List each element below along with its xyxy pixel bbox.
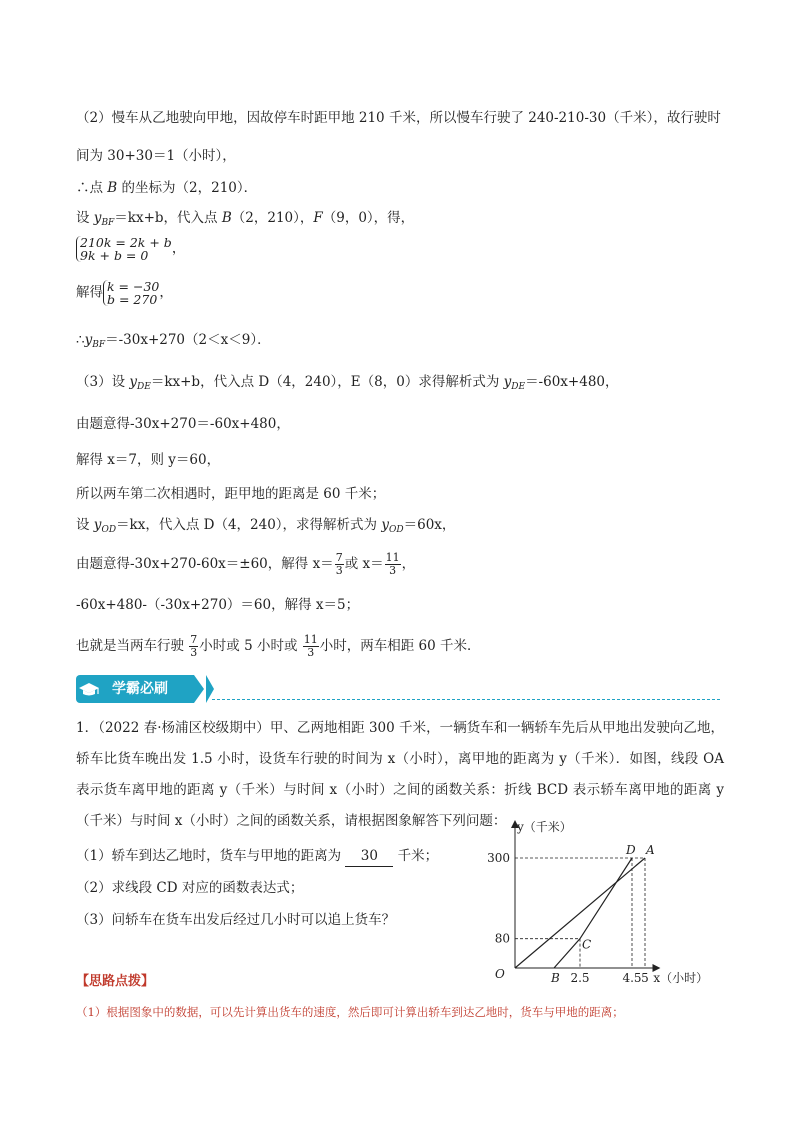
equation-system-1: 210k = 2k + b 9k + b = 0 ， [76,236,185,262]
solution-3-line-3: 解得 x＝7，则 y＝60， [76,452,221,468]
solution-3-line-7: -60x+480-（-30x+270）＝60，解得 x＝5； [76,597,360,613]
banner-arrow [194,675,204,703]
y-tick-80: 80 [494,931,510,946]
banner-label: 学霸必刷 [102,675,194,703]
point-A-label: A [646,842,655,857]
solution-3-line-2: 由题意得-30x+270＝-60x+480， [76,416,290,432]
x-tick-2_5: 2.5 [570,971,590,985]
solution-3-line-5: 设 $y_{OD}=kx$，代入点 D（4，240），求得解析式为 $y_{OD}=60x$， [76,517,456,535]
solution-2-line-2: 间为 30+30＝1（小时）， [76,148,236,164]
series-BCD [554,858,632,968]
solution-3-conclusion: 也就是当两车行驶 $\frac{7}{3}$ 小时或 5 小时或 $\frac{11}{3}$ 小时，两车相距 60 千米． [76,633,481,659]
point-C-label: C [582,937,592,952]
y-bf-result: $\therefore y_{BF}=-30x+270(2<x<9)$． [76,332,271,350]
question-1-part-2: （2）求线段 CD 对应的函数表达式； [76,880,304,896]
x-tick-5: 5 [641,971,649,985]
solution-3-line-4: 所以两车第二次相遇时，距甲地的距离是 60 千米； [76,486,386,502]
section-divider [212,699,720,700]
point-b-coordinates: ∴点 B 的坐标为（2，210）． [76,180,258,196]
point-D-label: D [626,842,636,857]
distance-time-graph [487,815,720,985]
origin-label: O [495,967,505,981]
set-y-bf: 设 $y_{BF}=kx+b$，代入点 B（2，210），F（9，0），得， [76,210,415,228]
graduation-cap-icon [76,675,102,703]
solution-3-line-1: （3）设 $y_{DE}=kx+b$，代入点 D（4，240），E（8，0）求得解析式为 $y_{DE}=-60x+480$， [76,374,619,392]
y-tick-300: 300 [487,850,510,865]
question-1-intro: 1．（2022 春·杨浦区校级期中）甲、乙两地相距 300 千米，一辆货车和一辆轿车先后从甲地出发驶向乙地，轿车比货车晚出发 1.5 小时，设货车行驶的时间为 x（小时），离甲地的距离为 y（千米）．如图，线段 OA 表示货车离甲地的距离 y（千米）与时间 x（小时）之间的函数关系：折线 BCD 表示轿车离甲地的距离 y（千米）与时间 x（小时）之间的函数关系，请根据图象解答下列问题： [76,720,724,829]
solution-3-line-6: 由题意得-30x+270-60x＝±60，解得 x＝ $\frac{7}{3}$ 或 x＝ $\frac{11}{3}$ ， [76,551,416,577]
y-axis-label: y（千米） [517,820,572,834]
point-B-label: B [551,971,560,985]
equation-system-2: 解得 k = −30 b = 270 ， [76,279,173,307]
hint-text: （1）根据图象中的数据，可以先计算出货车的速度，然后即可计算出轿车到达乙地时，货车与甲地的距离； [76,1005,624,1019]
x-tick-4_5: 4.5 [622,971,642,985]
solution-2-line-1: （2）慢车从乙地驶向甲地，因故停车时距甲地 210 千米，所以慢车行驶了 240-210-30（千米），故行驶时 [76,110,721,126]
question-1-part-3: （3）问轿车在货车出发后经过几小时可以追上货车？ [76,912,396,928]
question-1-part-1: （1）轿车到达乙地时，货车与甲地的距离为 30 千米； [76,846,438,867]
section-banner [76,675,212,703]
hint-tag: 【思路点拨】 [76,974,155,989]
x-axis-label: x（小时） [653,971,709,985]
